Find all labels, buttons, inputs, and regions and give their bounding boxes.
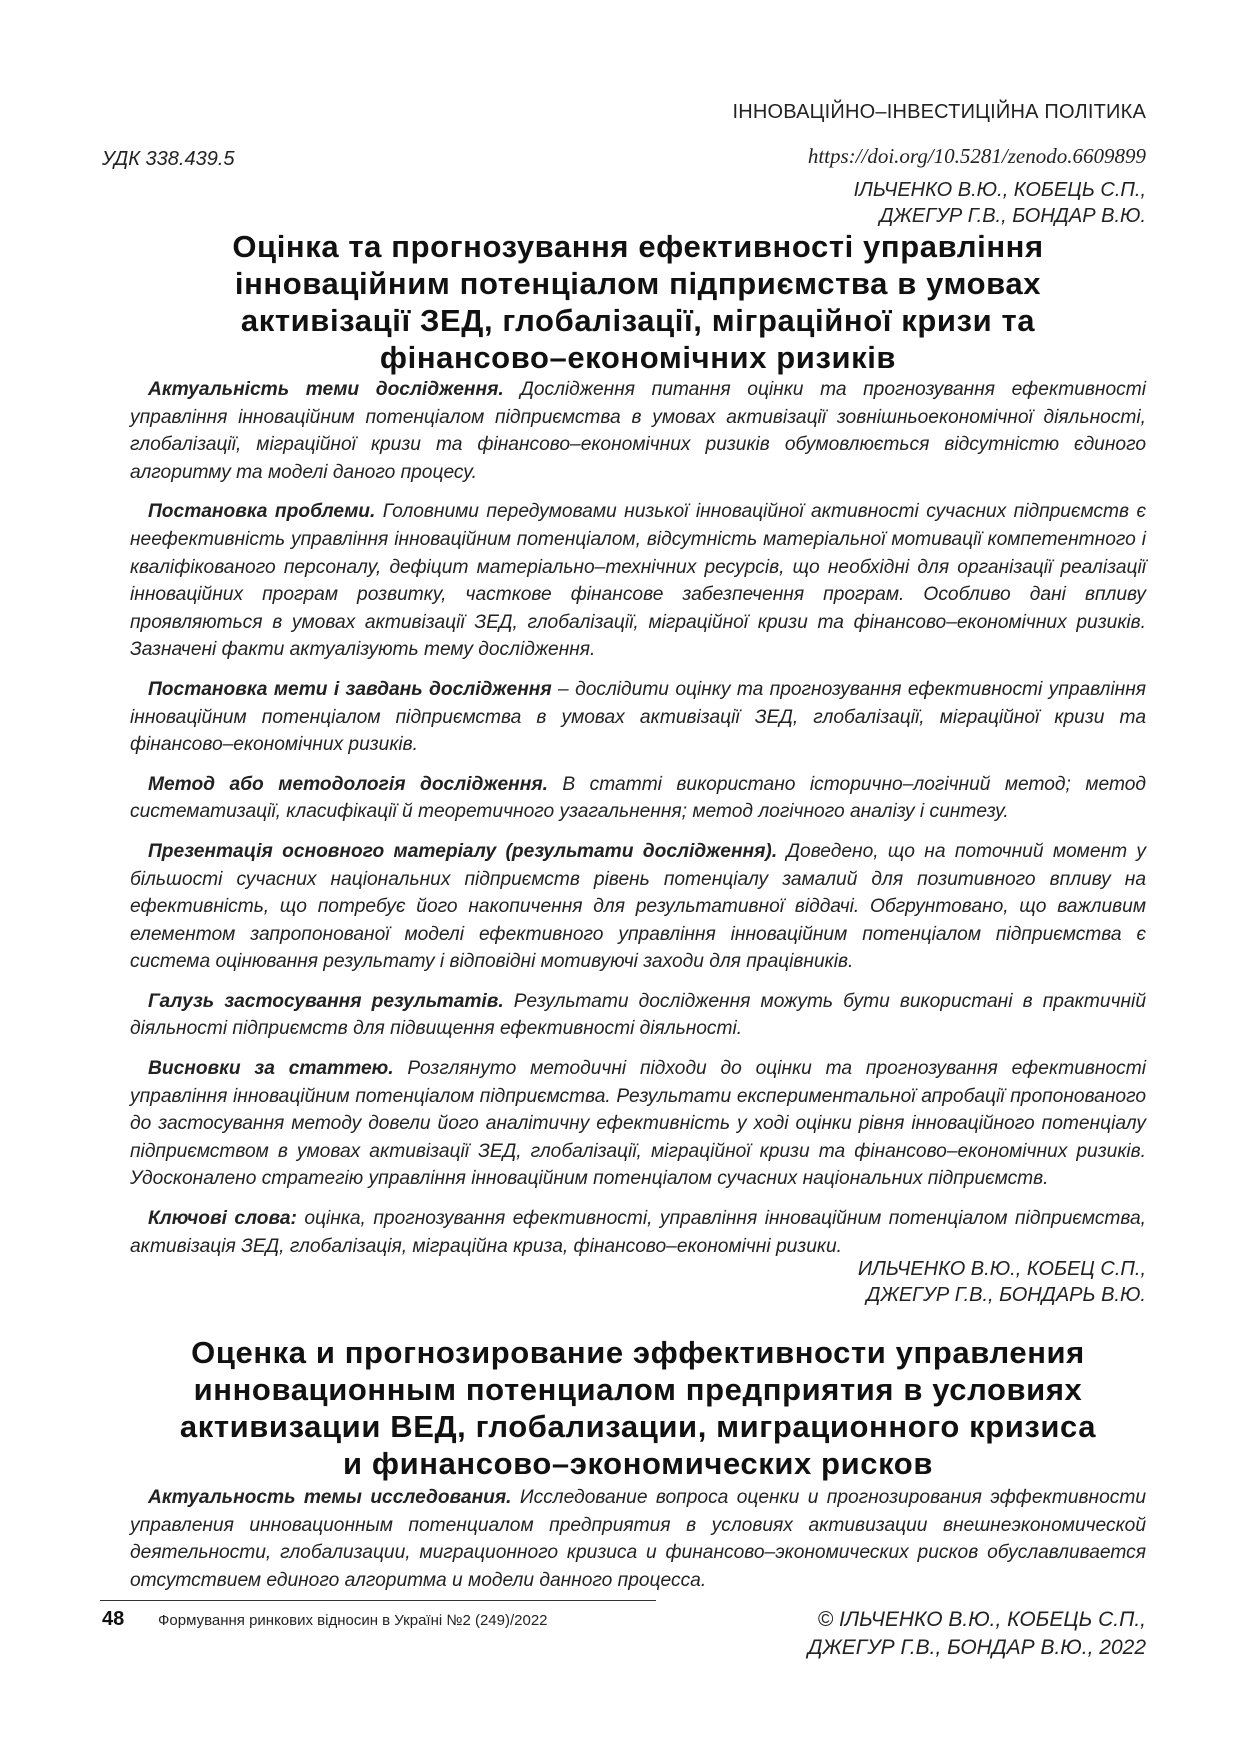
title-line: активизации ВЕД, глобализации, миграционного кризиса	[179, 1409, 1097, 1444]
abstract-paragraph-results	[130, 838, 1146, 976]
authors-line: ІЛЬЧЕНКО В.Ю., КОБЕЦЬ С.П.,	[853, 179, 1146, 201]
paragraph-lead: Галузь застосування результатів.	[148, 990, 504, 1012]
abstract-paragraph-aim	[130, 676, 1146, 759]
abstract-paragraph-problem	[130, 498, 1146, 664]
title-line: активізації ЗЕД, глобалізації, міграційної кризи та	[240, 303, 1036, 338]
abstract-paragraph-conclusions	[130, 1055, 1146, 1193]
paragraph-lead: Висновки за статтею.	[148, 1058, 394, 1080]
paragraph-text: – дослідити оцінку та прогнозування ефективності управління інноваційним потенціалом підприємства в умовах активізації ЗЕД, глобалізації, міграційної кризи та фінансово–економічних ризиків.	[130, 678, 1146, 756]
paragraph-text: Исследование вопроса оценки и прогнозирования эффективности управления инновационным потенциалом предприятия в условиях активизации внешнеэкономической деятельности, глобализации, миграционного кризиса и финансово–экономических рисков обуславливается отсутствием единого алгоритма и модели данного процесса.	[130, 1487, 1147, 1591]
abstract-ru	[130, 1484, 1146, 1606]
copyright-line: © ІЛЬЧЕНКО В.Ю., КОБЕЦЬ С.П.,	[817, 1608, 1146, 1631]
paragraph-lead: Ключові слова:	[148, 1208, 297, 1230]
article-title-ua	[112, 228, 1164, 376]
abstract-paragraph-method	[130, 771, 1146, 826]
page-number: 48	[102, 1608, 125, 1630]
paragraph-text: оцінка, прогнозування ефективності, управління інноваційним потенціалом підприємства, активізація ЗЕД, глобалізація, міграційна криза, фінансово–економічні ризики.	[130, 1208, 1146, 1257]
abstract-paragraph-application	[130, 988, 1146, 1043]
journal-page	[102, 0, 1147, 1754]
copyright-notice	[808, 1606, 1146, 1662]
section-heading: ІННОВАЦІЙНО–ІНВЕСТИЦІЙНА ПОЛІТИКА	[732, 101, 1146, 123]
paragraph-text: В статті використано історично–логічний метод; метод систематизації, класифікації й теоретичного узагальнення; метод логічного аналізу і синтезу.	[130, 773, 1146, 823]
paragraph-lead: Презентація основного матеріалу (результати дослідження).	[148, 840, 778, 862]
copyright-line: ДЖЕГУР Г.В., БОНДАР В.Ю., 2022	[807, 1636, 1146, 1659]
authors-line: ДЖЕГУР Г.В., БОНДАРЬ В.Ю.	[866, 1284, 1146, 1306]
abstract-paragraph-relevance	[130, 1484, 1146, 1594]
authors-line: ДЖЕГУР Г.В., БОНДАР В.Ю.	[879, 205, 1146, 227]
paragraph-text: Головними передумовами низької інноваційної активності сучасних підприємств є неефективність управління інноваційним потенціалом, відсутність матеріальної мотивації компетентного і кваліфікованого персоналу, дефіцит матеріально–технічних ресурсів, що необхідні для організації реалізації інноваційних програм розвитку, часткове фінансове забезпечення програм. Особливо дані впливу проявляються в умовах активізації ЗЕД, глобалізації, міграційної кризи та фінансово–економічних ризиків. Зазначені факти актуалізують тему дослідження.	[130, 501, 1146, 661]
title-line: и финансово–экономических рисков	[343, 1446, 933, 1481]
abstract-paragraph-relevance	[130, 376, 1146, 486]
title-line: фінансово–економічних ризиків	[379, 340, 897, 375]
paragraph-text: Результати дослідження можуть бути використані в практичній діяльності підприємств для підвищення ефективності діяльності.	[130, 990, 1146, 1040]
paragraph-text: Доведено, що на поточний момент у більшості сучасних національних підприємств рівень потенціалу замалий для позитивного впливу на ефективність, що потребує його накопичення для результативної віддачі. Обгрунтовано, що важливим елементом запропонованої моделі ефективного управління інноваційним потенціалом підприємства є система оцінювання результату і відповідні мотивуючі заходи для працівників.	[130, 840, 1146, 973]
paragraph-lead: Постановка мети і завдань дослідження	[148, 678, 552, 700]
paragraph-text: Дослідження питання оцінки та прогнозування ефективності управління інноваційним потенціалом підприємства в умовах активізації зовнішньоекономічної діяльності, глобалізації, міграційної кризи та фінансово–економічних ризиків обумовлюється відсутністю єдиного алгоритму та моделі даного процесу.	[130, 379, 1146, 483]
abstract-paragraph-keywords	[130, 1205, 1146, 1260]
paragraph-lead: Постановка проблеми.	[148, 501, 376, 523]
abstract-ua	[130, 376, 1146, 1272]
paragraph-text: Розглянуто методичні підходи до оцінки та прогнозування ефективності управління інноваційним потенціалом підприємства. Результати експериментальної апробації пропонованого до застосування методу довели його аналітичну ефективність у ході оцінки рівня інноваційного потенціалу підприємством в умовах активізації ЗЕД, глобалізації, міграційної кризи та фінансово–економічних ризиків. Удосконалено стратегію управління інноваційним потенціалом сучасних національних підприємств.	[130, 1058, 1146, 1190]
title-line: Оцінка та прогнозування ефективності управління	[232, 229, 1044, 264]
title-line: інноваційним потенціалом підприємства в умовах	[234, 266, 1042, 301]
footer-divider	[100, 1600, 656, 1601]
doi-link[interactable]: https://doi.org/10.5281/zenodo.6609899	[807, 144, 1146, 168]
paragraph-lead: Актуальність теми дослідження.	[148, 379, 504, 400]
title-line: инновационным потенциалом предприятия в условиях	[193, 1372, 1083, 1407]
article-title-ru	[112, 1334, 1164, 1482]
udk-code: УДК 338.439.5	[102, 148, 235, 170]
authors-line: ИЛЬЧЕНКО В.Ю., КОБЕЦ С.П.,	[857, 1258, 1146, 1280]
journal-name: Формування ринкових відносин в Україні №2 (249)/2022	[158, 1612, 548, 1629]
title-line: Оценка и прогнозирование эффективности управления	[191, 1335, 1085, 1370]
paragraph-lead: Актуальность темы исследования.	[148, 1487, 512, 1508]
authors-ua	[854, 177, 1146, 229]
paragraph-lead: Метод або методологія дослідження.	[148, 773, 548, 795]
authors-ru	[858, 1256, 1146, 1308]
